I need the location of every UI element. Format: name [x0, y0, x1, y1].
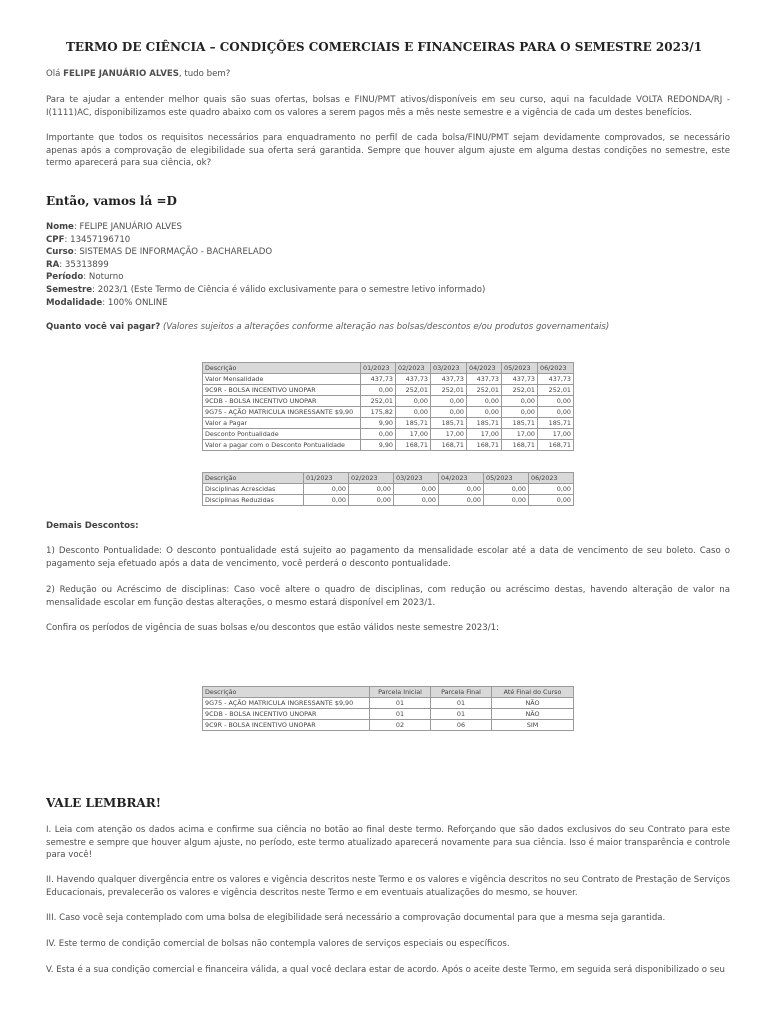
table-header-row: Descrição Parcela Inicial Parcela Final Até Final do Curso: [203, 687, 574, 698]
vigencia-table: [202, 686, 574, 731]
desconto-pontualidade-paragraph: 1) Desconto Pontualidade: O desconto pontualidade está sujeito ao pagamento da mensalidade escolar até a data de vencimento de seu boleto. Caso o pagamento seja efetuado após a data de vencimento, você perderá o desconto pontualidade.: [46, 546, 730, 569]
vale-item: V. Esta é a sua condição comercial e financeira válida, a qual você declara estar de acordo. Após o aceite deste Termo, em seguida será disponibilizado o seu: [46, 965, 725, 975]
info-semestre: Semestre: 2023/1 (Este Termo de Ciência é válido exclusivamente para o semestre letivo informado): [46, 284, 486, 295]
info-periodo: Período: Noturno: [46, 272, 124, 283]
vale-lembrar-heading: VALE LEMBRAR!: [46, 796, 161, 810]
table-row: 9CDB - BOLSA INCENTIVO UNOPAR 252,01 0,00 0,00 0,00 0,00 0,00: [203, 396, 574, 407]
page-title: TERMO DE CIÊNCIA – CONDIÇÕES COMERCIAIS E FINANCEIRAS PARA O SEMESTRE 2023/1: [65, 40, 703, 54]
info-ra: RA: 35313899: [46, 259, 109, 270]
greeting-name: FELIPE JANUÁRIO ALVES: [63, 69, 179, 79]
info-nome: Nome: FELIPE JANUÁRIO ALVES: [46, 222, 182, 232]
table-row: Disciplinas Reduzidas 0,00 0,00 0,00 0,00 0,00 0,00: [203, 495, 574, 506]
info-modalidade: Modalidade: 100% ONLINE: [46, 297, 168, 308]
section-heading: Então, vamos lá =D: [46, 194, 177, 208]
demais-descontos-heading: Demais Descontos:: [46, 521, 139, 531]
vale-item: II. Havendo qualquer divergência entre os valores e vigência descritos neste Termo e os valores e vigência descritos no seu Contrato de Prestação de Serviços Educacionais, prevalecerão os valores e vigência descritos neste Termo e em eventuais atualizações do mesmo, se houver.: [46, 875, 730, 898]
greeting: Olá FELIPE JANUÁRIO ALVES, tudo bem?: [46, 69, 231, 79]
student-info: [46, 221, 485, 309]
quanto-voce-vai-pagar: Quanto você vai pagar? (Valores sujeitos a alterações conforme alteração nas bolsas/descontos e/ou produtos governamentais): [46, 322, 610, 332]
vale-item: IV. Este termo de condição comercial de bolsas não contempla valores de serviços especiais ou específicos.: [46, 939, 510, 949]
confira-paragraph: Confira os períodos de vigência de suas bolsas e/ou descontos que estão válidos neste semestre 2023/1:: [46, 623, 499, 633]
table-row: Desconto Pontualidade 0,00 17,00 17,00 17,00 17,00 17,00: [203, 429, 574, 440]
vale-item: III. Caso você seja contemplado com uma bolsa de elegibilidade será necessário a comprovação documental para que a mesma seja garantida.: [46, 913, 666, 923]
intro-paragraph-1: Para te ajudar a entender melhor quais são suas ofertas, bolsas e FINU/PMT ativos/disponíveis em seu curso, aqui na faculdade VOLTA REDONDA/RJ - I(1111)AC, disponibilizamos este quadro abaixo com os valores a serem pagos mês a mês neste semestre e a vigência de cada um destes benefícios.: [46, 95, 730, 118]
monthly-values-table: [202, 362, 574, 451]
table-header-row: Descrição 01/2023 02/2023 03/2023 04/2023 05/2023 06/2023: [203, 473, 574, 484]
intro-paragraph-2: Importante que todos os requisitos necessários para enquadramento no perfil de cada bolsa/FINU/PMT sejam devidamente comprovados, se necessário apenas após a comprovação de elegibilidade sua oferta será garantida. Sempre que houver algum ajuste em alguma destas condições no semestre, este termo aparecerá para sua ciência, ok?: [46, 133, 730, 169]
reducao-acrescimo-paragraph: 2) Redução ou Acréscimo de disciplinas: Caso você altere o quadro de disciplinas, com redução ou acréscimo destas, havendo alteração de valor na mensalidade escolar em função destas alterações, o mesmo estará disponível em 2023/1.: [46, 585, 730, 608]
disciplines-table: [202, 472, 574, 506]
table-row: Valor Mensalidade 437,73 437,73 437,73 437,73 437,73 437,73: [203, 374, 574, 385]
table-row: Disciplinas Acrescidas 0,00 0,00 0,00 0,00 0,00 0,00: [203, 484, 574, 495]
info-cpf: CPF: 13457196710: [46, 234, 131, 245]
table-row: Valor a Pagar 9,90 185,71 185,71 185,71 185,71 185,71: [203, 418, 574, 429]
table-row: 9C9R - BOLSA INCENTIVO UNOPAR 0,00 252,01 252,01 252,01 252,01 252,01: [203, 385, 574, 396]
table-row: 9G75 - AÇÃO MATRICULA INGRESSANTE $9,90 175,82 0,00 0,00 0,00 0,00 0,00: [203, 407, 574, 418]
table-row: 9G75 - AÇÃO MATRICULA INGRESSANTE $9,90 01 01 NÃO: [203, 698, 574, 709]
vale-item: I. Leia com atenção os dados acima e confirme sua ciência no botão ao final deste termo. Reforçando que são dados exclusivos do seu Contrato para este semestre e sempre que houver algum ajuste, no período, este termo atualizado aparecerá novamente para sua ciência. Isso é maior transparência e controle para você!: [46, 825, 730, 861]
info-curso: Curso: SISTEMAS DE INFORMAÇÃO - BACHARELADO: [46, 247, 273, 258]
table-row: Valor a pagar com o Desconto Pontualidade 9,90 168,71 168,71 168,71 168,71 168,71: [203, 440, 574, 451]
table-row: 9CDB - BOLSA INCENTIVO UNOPAR 01 01 NÃO: [203, 709, 574, 720]
table-row: 9C9R - BOLSA INCENTIVO UNOPAR 02 06 SIM: [203, 720, 574, 731]
table-header-row: Descrição 01/2023 02/2023 03/2023 04/2023 05/2023 06/2023: [203, 363, 574, 374]
